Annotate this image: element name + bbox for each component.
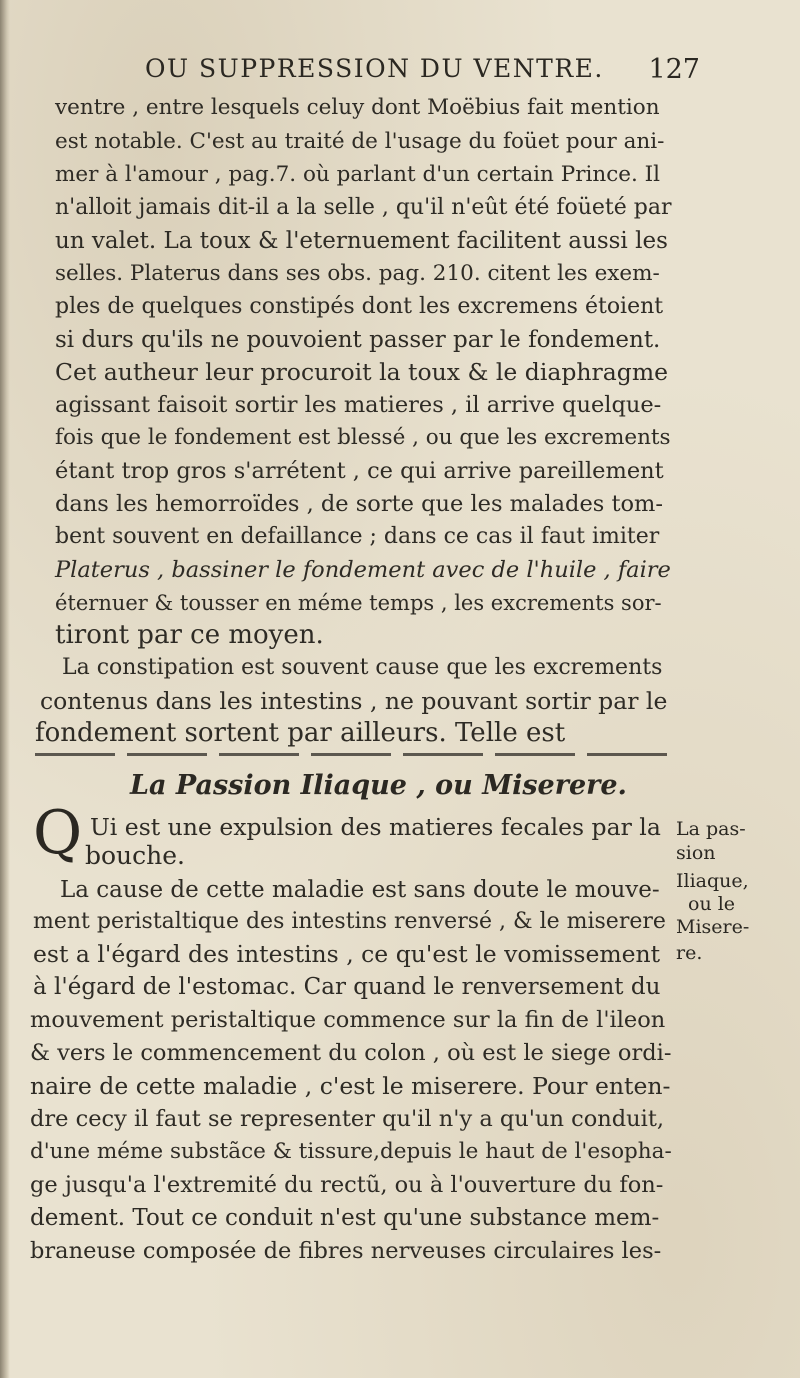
text-line: Platerus , bassiner le fondement avec de l'huile , faire xyxy=(55,557,671,583)
text-line: un valet. La toux & l'eternuement facilitent aussi les xyxy=(55,228,668,254)
text-line: dement. Tout ce conduit n'est qu'une substance mem- xyxy=(30,1205,660,1231)
text-line: Ui est une expulsion des matieres fecales par la xyxy=(90,813,661,841)
page-number: 127 xyxy=(648,54,700,85)
text-line: mouvement peristaltique commence sur la fin de l'ileon xyxy=(30,1007,666,1033)
section-title: La Passion Iliaque , ou Miserere. xyxy=(130,770,627,801)
text-line: contenus dans les intestins , ne pouvant sortir par le xyxy=(40,687,668,715)
text-line: bent souvent en defaillance ; dans ce cas il faut imiter xyxy=(55,524,660,549)
margin-note-line: La pas- xyxy=(676,818,746,840)
text-line: si durs qu'ils ne pouvoient passer par le fondement. xyxy=(55,327,661,353)
text-line: & vers le commencement du colon , où est le siege ordi- xyxy=(30,1040,672,1066)
text-line: ples de quelques constipés dont les excremens étoient xyxy=(55,294,664,319)
text-line: fondement sortent par ailleurs. Telle est xyxy=(35,718,566,748)
text-line: naire de cette maladie , c'est le miserere. Pour enten- xyxy=(30,1072,671,1100)
text-line: bouche. xyxy=(85,841,185,870)
margin-note-line: sion xyxy=(676,842,716,864)
text-line: éternuer & tousser en méme temps , les excrements sor- xyxy=(55,591,662,615)
text-line: La constipation est souvent cause que les excrements xyxy=(62,655,663,680)
text-line: dre cecy il faut se representer qu'il n'y a qu'un conduit, xyxy=(30,1106,665,1132)
margin-note-line: re. xyxy=(676,942,703,964)
running-head xyxy=(60,50,700,90)
text-line: agissant faisoit sortir les matieres , il arrive quelque- xyxy=(55,392,662,418)
drop-capital: Q xyxy=(33,798,83,868)
section-rule xyxy=(35,753,675,756)
text-line: fois que le fondement est blessé , ou que les excrements xyxy=(55,425,671,450)
text-line: dans les hemorroïdes , de sorte que les malades tom- xyxy=(55,491,663,517)
margin-note-line: Misere- xyxy=(676,916,750,938)
text-line: à l'égard de l'estomac. Car quand le renversement du xyxy=(33,974,661,1000)
text-line: tiront par ce moyen. xyxy=(55,620,324,650)
text-line: ventre , entre lesquels celuy dont Moëbius fait mention xyxy=(55,95,660,120)
text-line: d'une méme substãce & tissure,depuis le haut de l'esopha- xyxy=(30,1139,672,1164)
margin-note-line: ou le xyxy=(688,893,736,915)
page-edge-shadow xyxy=(0,0,10,1378)
text-line: ment peristaltique des intestins renversé , & le miserere xyxy=(33,909,666,934)
text-line: mer à l'amour , pag.7. où parlant d'un certain Prince. Il xyxy=(55,162,660,187)
text-line: selles. Platerus dans ses obs. pag. 210. citent les exem- xyxy=(55,261,660,286)
text-line: braneuse composée de fibres nerveuses circulaires les- xyxy=(30,1238,662,1264)
text-line: La cause de cette maladie est sans doute le mouve- xyxy=(60,877,660,903)
running-title: OU SUPPRESSION DU VENTRE. xyxy=(145,54,604,83)
text-line: étant trop gros s'arrétent , ce qui arrive pareillement xyxy=(55,458,664,484)
text-line: est a l'égard des intestins , ce qu'est le vomissement xyxy=(33,940,661,968)
margin-note-line: Iliaque, xyxy=(676,870,749,892)
text-line: n'alloit jamais dit-il a la selle , qu'il n'eût été foüeté par xyxy=(55,195,672,220)
text-line: est notable. C'est au traité de l'usage du foüet pour ani- xyxy=(55,129,665,154)
text-line: ge jusqu'a l'extremité du rectũ, ou à l'ouverture du fon- xyxy=(30,1172,664,1198)
text-line: Cet autheur leur procuroit la toux & le diaphragme xyxy=(55,358,669,386)
